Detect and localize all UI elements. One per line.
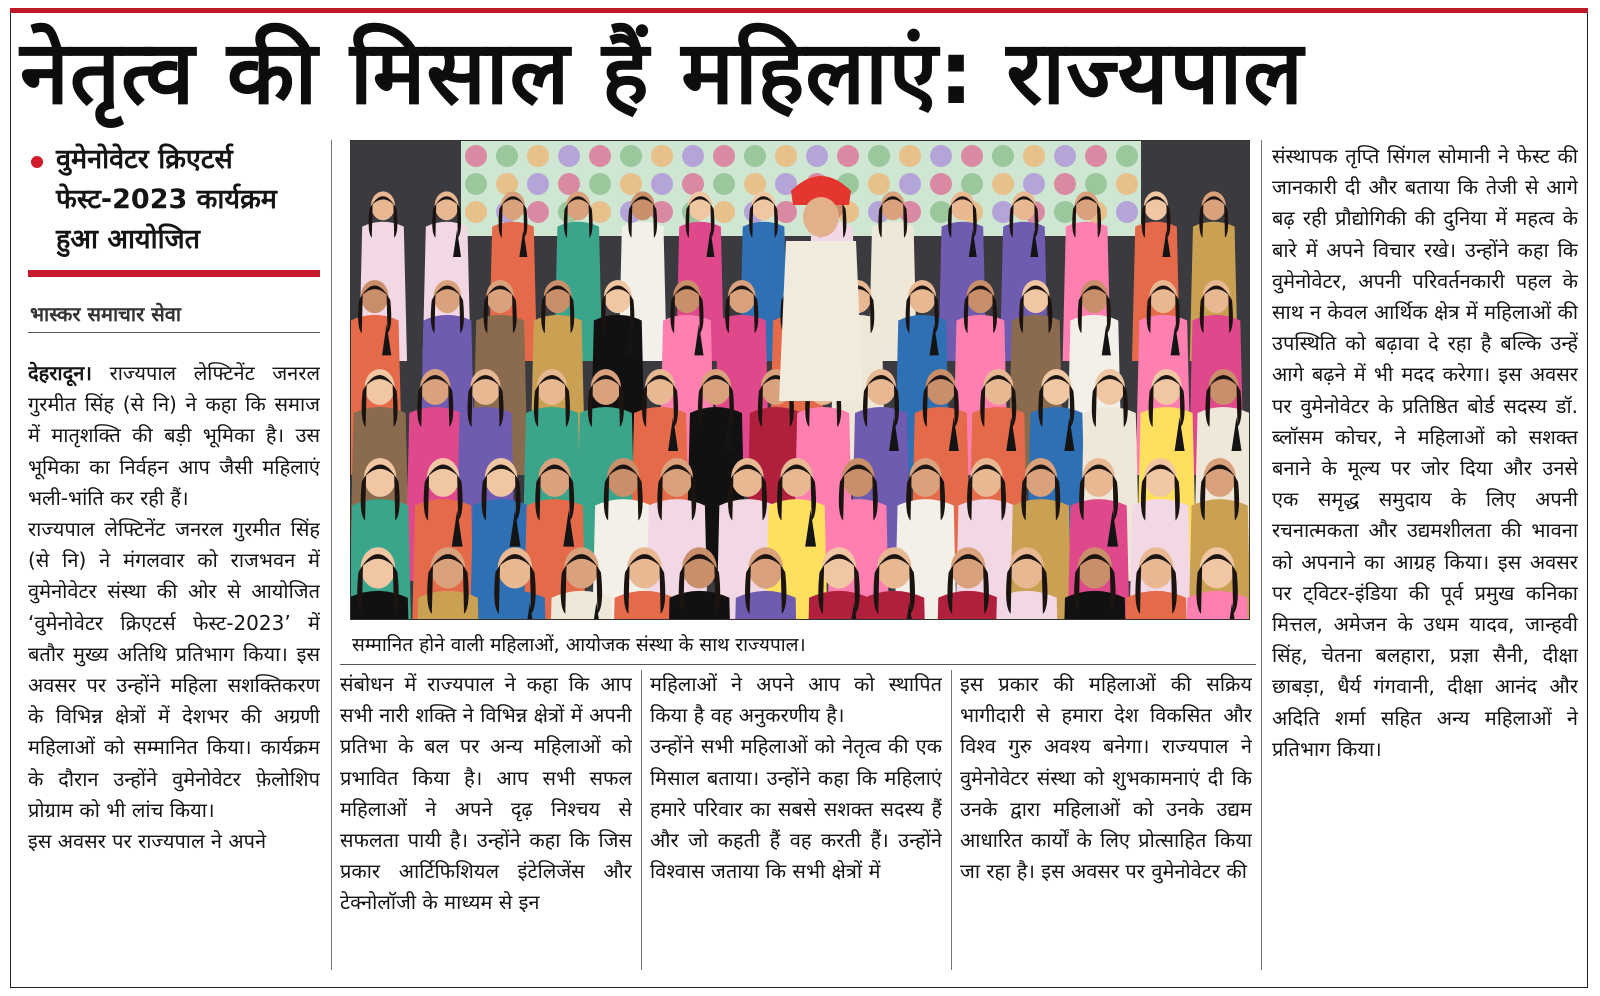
person-face — [544, 280, 572, 313]
paragraph: राज्यपाल लेफ्टिनेंट जनरल गुरमीत सिंह (से नि) ने मंगलवार को राजभवन में वुमेनोवेटर संस्था की ओर से आयोजित ‘वुमेनोवेटर क्रिएटर्स फेस्ट-2023’ में बतौर मुख्य अतिथि प्रतिभाग किया। इस अवसर पर उन्होंने महिला सशक्तिकरण के विभिन्न क्षेत्रों में देशभर की अग्रणी महिलाओं को सम्मानित किया। कार्यक्रम के दौरान उन्होंने वुमेनोवेटर फ़ेलोशिप प्रोग्राम को भी लांच किया। — [28, 517, 320, 822]
person-face — [1152, 369, 1182, 405]
banner-portrait — [527, 201, 549, 223]
person-face — [364, 458, 396, 497]
person-face — [1209, 369, 1239, 405]
person-face — [1010, 547, 1045, 588]
banner-portrait — [527, 145, 549, 167]
person-face — [1202, 191, 1226, 220]
banner-portrait — [1054, 173, 1076, 195]
person-face — [1200, 547, 1235, 588]
person-face — [604, 280, 632, 313]
person-face — [822, 547, 857, 588]
banner-portrait — [713, 173, 735, 195]
person-face — [661, 458, 693, 497]
person-face — [688, 191, 712, 220]
person-face — [731, 458, 763, 497]
subhead-divider — [28, 270, 320, 277]
column-rule — [331, 140, 332, 970]
top-red-bar — [10, 8, 1588, 13]
person-face — [1095, 369, 1125, 405]
banner-portrait — [620, 173, 642, 195]
person-face — [842, 458, 874, 497]
banner-portrait — [1054, 145, 1076, 167]
person-face — [486, 280, 514, 313]
person-face — [682, 547, 717, 588]
photo-caption: सम्मानित होने वाली महिलाओं, आयोजक संस्था के साथ राज्यपाल। — [352, 634, 806, 656]
person-face — [780, 458, 812, 497]
person-face — [983, 369, 1013, 405]
banner-portrait — [651, 145, 673, 167]
person-face — [566, 191, 590, 220]
person-face — [539, 458, 571, 497]
person-face — [371, 191, 395, 220]
bullet-dot — [31, 156, 43, 168]
person-face — [1075, 191, 1099, 220]
agency-divider — [28, 332, 320, 333]
paragraph: उन्होंने सभी महिलाओं को नेतृत्व की एक मिसाल बताया। उन्होंने कहा कि महिलाएं हमारे परिवार का सबसे सशक्त सदस्य हैं और जो कहती हैं वह करती हैं। उन्होंने विश्वास जताया कि सभी क्षेत्रों में — [650, 734, 942, 884]
person-face — [420, 369, 450, 405]
person-face — [908, 280, 936, 313]
subheadline — [34, 140, 324, 260]
person-face — [866, 369, 896, 405]
person-face — [434, 280, 462, 313]
person-face — [485, 458, 517, 497]
person-face — [607, 458, 639, 497]
banner-portrait — [868, 145, 890, 167]
banner-portrait — [899, 173, 921, 195]
person-face — [498, 547, 533, 588]
person-face — [1203, 458, 1235, 497]
person-face — [431, 547, 466, 588]
banner-portrait — [930, 145, 952, 167]
person-face — [471, 369, 501, 405]
banner-portrait — [496, 145, 518, 167]
person-face — [950, 191, 974, 220]
article-column-3 — [650, 669, 942, 969]
person-face — [1012, 191, 1036, 220]
person-face — [1082, 458, 1114, 497]
banner-portrait — [992, 145, 1014, 167]
banner-portrait — [930, 173, 952, 195]
column-rule — [951, 670, 952, 970]
banner-portrait — [465, 201, 487, 223]
person-face — [881, 191, 905, 220]
column-rule — [1261, 140, 1262, 970]
banner-portrait — [713, 145, 735, 167]
headline: नेतृत्व की मिसाल हैं महिलाएं: राज्यपाल — [20, 21, 1304, 124]
person-face — [1139, 547, 1174, 588]
governor-face — [803, 197, 839, 237]
banner-portrait — [899, 145, 921, 167]
banner-portrait — [1085, 145, 1107, 167]
person-face — [361, 280, 389, 313]
article-column-2 — [340, 669, 632, 969]
banner-portrait — [713, 201, 735, 223]
column-rule — [641, 670, 642, 970]
paragraph: महिलाओं ने अपने आप को स्थापित किया है वह अनुकरणीय है। — [650, 672, 942, 728]
banner-portrait — [1116, 145, 1138, 167]
article-column-4 — [960, 669, 1252, 969]
banner-portrait — [775, 145, 797, 167]
banner-portrait — [465, 173, 487, 195]
person-face — [1025, 458, 1057, 497]
paragraph: संस्थापक तृप्ति सिंगल सोमानी ने फेस्ट की जानकारी दी और बताया कि तेजी से आगे बढ़ रही प्रौद्योगिकी की दुनिया में महत्व के बारे में अपने विचार रखे। उन्होंने कहा कि वुमेनोवेटर, अपनी परिवर्तनकारी पहल के साथ न केवल आर्थिक क्षेत्र में महिलाओं की उपस्थिति को बढ़ावा दे रहा है बल्कि उन्हें आगे बढ़ने में भी मदद करेगा। इस अवसर पर वुमेनोवेटर के प्रतिष्ठित बोर्ड सदस्य डॉ. ब्लॉसम कोचर, ने महिलाओं को सशक्त बनाने के मूल्य पर जोर दिया और उनसे एक समृद्ध समुदाय के लिए अपनी रचनात्मकता और उद्यमशीलता की भावना को अपनाने का आग्रह किया। इस अवसर पर ट्विटर-इंडिया की पूर्व प्रमुख कनिका मित्तल, अमेजन के उधम यादव, जान्हवी सिंह, चेतना बलहारा, प्रज्ञा सैनी, दीक्षा छाबड़ा, धैर्य गंगवानी, दीक्षा आनंद और अदिति शर्मा सहित अन्य महिलाओं ने प्रतिभाग किया। — [1272, 144, 1578, 761]
person-face — [1041, 369, 1071, 405]
article-column-1 — [28, 358, 320, 958]
person-face — [361, 547, 396, 588]
paragraph: संबोधन में राज्यपाल ने कहा कि आप सभी नारी शक्ति ने विभिन्न क्षेत्रों में अपनी प्रतिभा के बल पर अन्य महिलाओं को प्रभावित किया है। आप सभी सफल महिलाओं ने अपने दृढ़ निश्चय से सफलता पायी है। उन्होंने कहा कि जिस प्रकार आर्टिफिशियल इंटेलिजेंस और टेक्नोलॉजी के माध्यम से इन — [340, 672, 632, 915]
person-face — [501, 191, 525, 220]
person-face — [752, 191, 776, 220]
person-face — [1144, 458, 1176, 497]
dateline: देहरादून। — [28, 361, 92, 385]
subheadline-text: वुमेनोवेटर क्रिएटर्स फेस्ट-2023 कार्यक्रम हुआ आयोजित — [56, 144, 277, 255]
person-face — [627, 547, 662, 588]
banner-portrait — [868, 173, 890, 195]
person-face — [1022, 280, 1050, 313]
person-face — [435, 191, 459, 220]
person-face — [427, 458, 459, 497]
article-column-5 — [1272, 141, 1578, 969]
person-face — [728, 280, 756, 313]
banner-portrait — [589, 145, 611, 167]
person-face — [1149, 280, 1177, 313]
group-photo — [350, 140, 1250, 620]
person-face — [1081, 280, 1109, 313]
paragraph: इस अवसर पर राज्यपाल ने अपने — [28, 829, 267, 854]
banner-portrait — [465, 145, 487, 167]
person-face — [701, 369, 731, 405]
banner-portrait — [992, 173, 1014, 195]
paragraph: इस प्रकार की महिलाओं की सक्रिय भागीदारी से हमारा देश विकसित और विश्व गुरु अवश्य बनेगा। राज्यपाल ने वुमेनोवेटर संस्था को शुभकामनाएं दी कि उनके द्वारा महिलाओं को उनके उद्यम आधारित कार्यों के लिए प्रोत्साहित किया जा रहा है। इस अवसर पर वुमेनोवेटर की — [960, 672, 1252, 884]
person-face — [631, 191, 655, 220]
banner-portrait — [961, 145, 983, 167]
person-face — [1078, 547, 1113, 588]
banner-portrait — [682, 145, 704, 167]
person-face — [673, 280, 701, 313]
person-face — [1203, 280, 1231, 313]
person-face — [967, 280, 995, 313]
paragraph-text: राज्यपाल लेफ्टिनेंट जनरल गुरमीत सिंह (से नि) ने कहा कि समाज में मातृशक्ति की बड़ी भूमिका है। उस भूमिका का निर्वहन आप जैसी महिलाएं भली-भांति कर रही हैं। — [28, 361, 320, 510]
banner-portrait — [558, 145, 580, 167]
person-face — [537, 369, 567, 405]
person-face — [970, 458, 1002, 497]
news-agency: भास्कर समाचार सेवा — [30, 302, 182, 326]
person-face — [909, 458, 941, 497]
banner-portrait — [744, 145, 766, 167]
person-face — [1144, 191, 1168, 220]
governor-suit — [779, 241, 863, 401]
person-face — [645, 369, 675, 405]
banner-portrait — [589, 173, 611, 195]
caption-divider — [340, 664, 1256, 665]
banner-portrait — [1116, 173, 1138, 195]
banner-portrait — [806, 145, 828, 167]
person-face — [591, 369, 621, 405]
banner-portrait — [1023, 145, 1045, 167]
person-face — [877, 547, 912, 588]
person-face — [951, 547, 986, 588]
group-photo-image — [351, 141, 1250, 620]
banner-portrait — [527, 173, 549, 195]
person-face — [564, 547, 599, 588]
person-face — [926, 369, 956, 405]
banner-portrait — [1116, 201, 1138, 223]
person-face — [365, 369, 395, 405]
paragraph — [28, 358, 320, 514]
banner-portrait — [837, 145, 859, 167]
banner-portrait — [651, 173, 673, 195]
banner-portrait — [620, 145, 642, 167]
person-face — [748, 547, 783, 588]
